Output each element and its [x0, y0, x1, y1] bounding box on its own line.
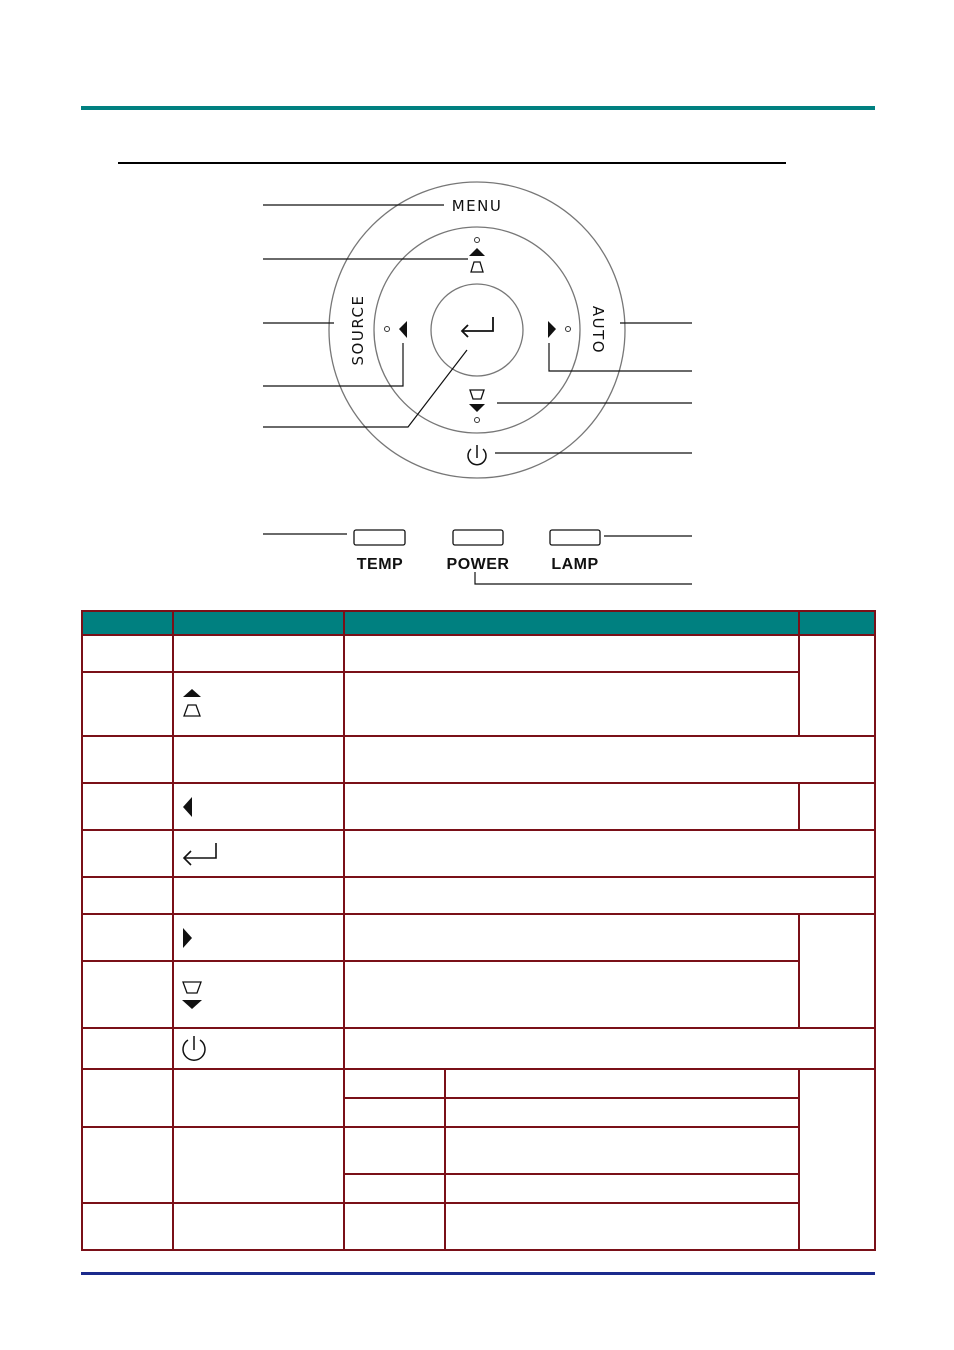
- left-arrow-icon[interactable]: [385, 321, 408, 338]
- power-led: [453, 530, 503, 545]
- control-panel-table: [81, 610, 876, 1251]
- header-cell: [82, 611, 173, 635]
- keystone-up-icon[interactable]: [469, 238, 485, 273]
- power-icon: [180, 1034, 208, 1062]
- right-arrow-icon: [180, 926, 194, 950]
- right-arrow-icon[interactable]: [548, 321, 571, 338]
- table-row: [82, 877, 875, 914]
- table-row: [82, 736, 875, 783]
- table-header-row: [82, 611, 875, 635]
- table-row: [82, 1028, 875, 1069]
- lamp-led: [550, 530, 600, 545]
- enter-icon: [180, 840, 220, 868]
- temp-led: [354, 530, 405, 545]
- table-row: [82, 672, 875, 736]
- header-cell: [799, 611, 875, 635]
- table-row: [82, 830, 875, 877]
- source-label: SOURCE: [349, 294, 367, 366]
- header-cell: [173, 611, 344, 635]
- enter-button[interactable]: [431, 284, 523, 376]
- footer-rule: [81, 1272, 875, 1275]
- temp-led-label: TEMP: [356, 556, 404, 573]
- table-row: [82, 1203, 875, 1250]
- lamp-led-label: LAMP: [551, 556, 599, 573]
- table-row: [82, 635, 875, 672]
- power-icon[interactable]: [468, 445, 486, 465]
- control-panel-diagram: [0, 0, 954, 600]
- keystone-down-icon: [180, 978, 204, 1012]
- enter-icon: [462, 317, 493, 337]
- power-led-label: POWER: [446, 556, 510, 573]
- table-row: [82, 961, 875, 1027]
- table-row: [82, 783, 875, 830]
- header-cell: [344, 611, 799, 635]
- table-row: [82, 1069, 875, 1098]
- table-row: [82, 914, 875, 961]
- left-arrow-icon: [180, 795, 194, 819]
- keystone-down-icon[interactable]: [469, 390, 485, 423]
- menu-label: MENU: [451, 197, 503, 215]
- table-row: [82, 1127, 875, 1174]
- keystone-up-icon: [180, 687, 204, 721]
- auto-label: AUTO: [589, 305, 607, 355]
